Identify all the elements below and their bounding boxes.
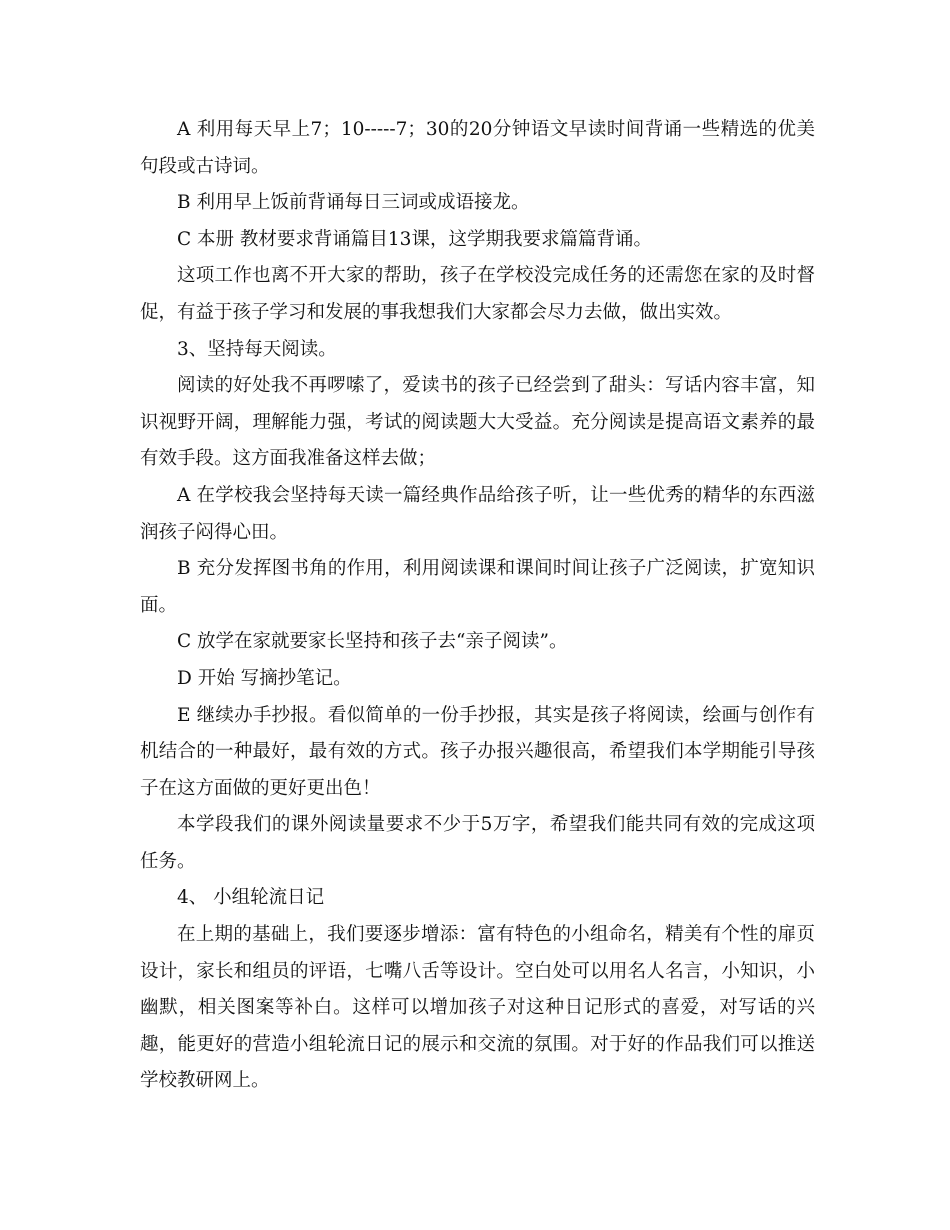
paragraph-reading-benefits: 阅读的好处我不再啰嗦了，爱读书的孩子已经尝到了甜头：写话内容丰富，知识视野开阔，理解能力强，考试的阅读题大大受益。充分阅读是提高语文素养的最有效手段。这方面我准备这样去做； xyxy=(140,375,815,470)
paragraph-reading-before-meal: B 利用早上饭前背诵每日三词或成语接龙。 xyxy=(177,192,530,214)
paragraph-reading-item-d: D 开始 写摘抄笔记。 xyxy=(177,667,352,689)
paragraph-reading-item-c: C 放学在家就要家长坚持和孩子去“亲子阅读”。 xyxy=(177,631,568,653)
document-body xyxy=(140,112,815,1100)
paragraph-group-diary: 在上期的基础上，我们要逐步增添：富有特色的小组命名，精美有个性的扉页设计，家长和组员的评语，七嘴八舌等设计。空白处可以用名人名言，小知识，小幽默，相关图案等补白。这样可以增加孩子对这种日记形式的喜爱，对写话的兴趣，能更好的营造小组轮流日记的展示和交流的氛围。对于好的作品我们可以推送学校教研网上。 xyxy=(140,924,815,1092)
section-heading-group-diary: 4、 小组轮流日记 xyxy=(177,887,325,909)
paragraph-reading-volume: 本学段我们的课外阅读量要求不少于5万字，希望我们能共同有效的完成这项任务。 xyxy=(140,814,815,872)
paragraph-family-help: 这项工作也离不开大家的帮助，孩子在学校没完成任务的还需您在家的及时督促，有益于孩子学习和发展的事我想我们大家都会尽力去做，做出实效。 xyxy=(140,265,815,323)
paragraph-reading-item-a: A 在学校我会坚持每天读一篇经典作品给孩子听，让一些优秀的精华的东西滋润孩子闷得心田。 xyxy=(140,484,815,543)
paragraph-reading-item-e: E 继续办手抄报。看似简单的一份手抄报，其实是孩子将阅读，绘画与创作有机结合的一种最好，最有效的方式。孩子办报兴趣很高，希望我们本学期能引导孩子在这方面做的更好更出色！ xyxy=(140,704,815,799)
paragraph-textbook-recitation: C 本册 教材要求背诵篇目13课，这学期我要求篇篇背诵。 xyxy=(177,228,652,250)
paragraph-reading-morning: A 利用每天早上7；10-----7；30的20分钟语文早读时间背诵一些精选的优美句段或古诗词。 xyxy=(140,119,815,177)
section-heading-daily-reading: 3、坚持每天阅读。 xyxy=(177,338,337,360)
paragraph-reading-item-b: B 充分发挥图书角的作用，利用阅读课和课间时间让孩子广泛阅读，扩宽知识面。 xyxy=(140,558,815,616)
